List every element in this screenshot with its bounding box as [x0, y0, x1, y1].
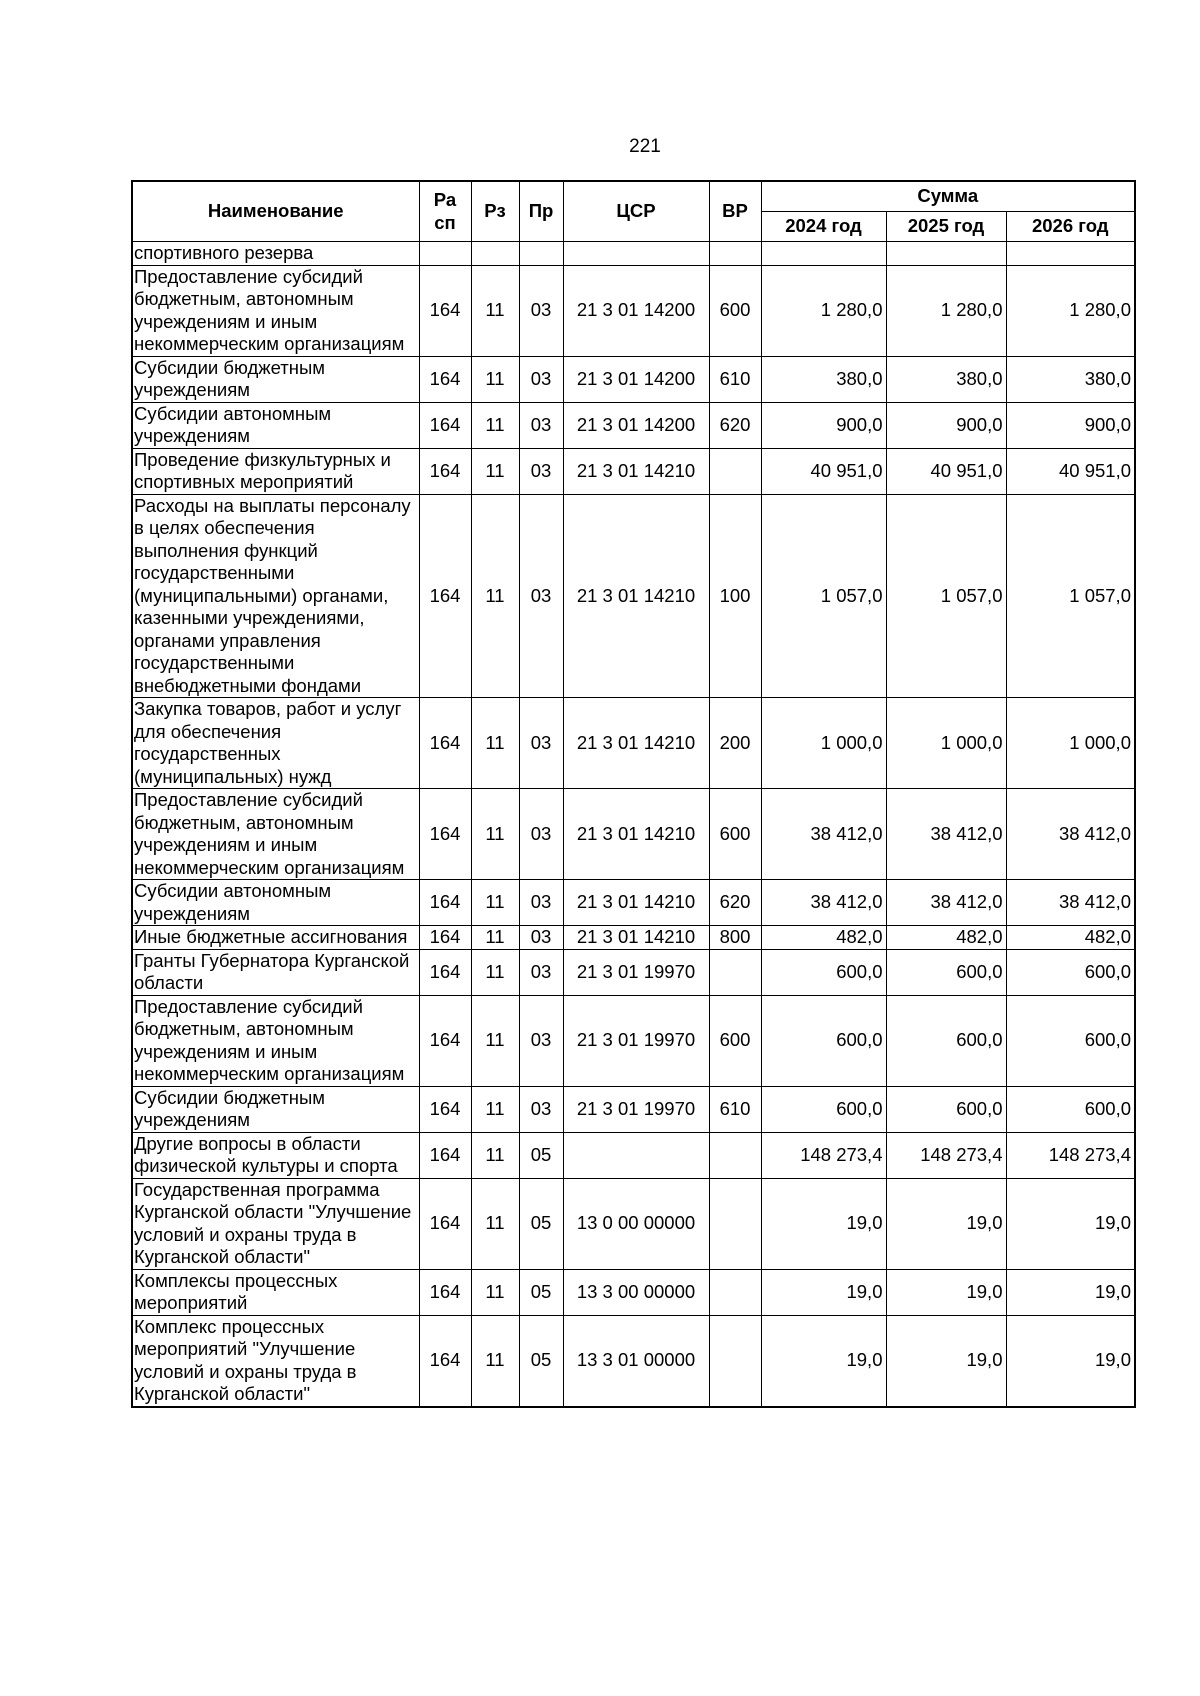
cell-2026: 38 412,0: [1006, 789, 1135, 880]
cell-csr: 21 3 01 14200: [563, 356, 709, 402]
table-row: [132, 1315, 1135, 1407]
cell-vr: [709, 242, 761, 266]
page-number: 221: [629, 136, 661, 157]
cell-rz: 11: [471, 1178, 519, 1269]
header-name: Наименование: [132, 181, 419, 242]
table-row: [132, 1178, 1135, 1269]
cell-name: Предоставление субсидий бюджетным, автономным учреждениям и иным некоммерческим организациям: [132, 789, 419, 880]
cell-2026: 380,0: [1006, 356, 1135, 402]
cell-pr: 03: [519, 1086, 563, 1132]
cell-2025: 600,0: [886, 995, 1006, 1086]
cell-rasp: [419, 242, 471, 266]
cell-name: Иные бюджетные ассигнования: [132, 926, 419, 950]
cell-2024: 38 412,0: [761, 880, 886, 926]
cell-2026: 40 951,0: [1006, 448, 1135, 494]
cell-2025: 1 280,0: [886, 265, 1006, 356]
table-row: [132, 265, 1135, 356]
cell-rasp: 164: [419, 402, 471, 448]
cell-2024: 600,0: [761, 949, 886, 995]
cell-2026: 600,0: [1006, 949, 1135, 995]
cell-2024: 38 412,0: [761, 789, 886, 880]
cell-name: Предоставление субсидий бюджетным, автономным учреждениям и иным некоммерческим организациям: [132, 995, 419, 1086]
table-row: [132, 1132, 1135, 1178]
cell-csr: [563, 1132, 709, 1178]
cell-csr: 21 3 01 14210: [563, 789, 709, 880]
cell-rz: 11: [471, 880, 519, 926]
cell-2024: 380,0: [761, 356, 886, 402]
cell-rz: 11: [471, 1315, 519, 1407]
cell-2025: 1 057,0: [886, 494, 1006, 698]
cell-rasp: 164: [419, 1315, 471, 1407]
cell-pr: 03: [519, 494, 563, 698]
cell-vr: 620: [709, 880, 761, 926]
cell-rasp: 164: [419, 789, 471, 880]
cell-pr: 03: [519, 356, 563, 402]
cell-2025: 900,0: [886, 402, 1006, 448]
cell-2024: 19,0: [761, 1269, 886, 1315]
cell-vr: [709, 1269, 761, 1315]
cell-vr: 200: [709, 698, 761, 789]
cell-2024: 1 280,0: [761, 265, 886, 356]
table-row: [132, 494, 1135, 698]
cell-2026: 1 280,0: [1006, 265, 1135, 356]
cell-2026: 148 273,4: [1006, 1132, 1135, 1178]
cell-csr: 13 3 00 00000: [563, 1269, 709, 1315]
header-rasp-bottom: сп: [434, 211, 456, 233]
cell-vr: [709, 1178, 761, 1269]
cell-vr: 600: [709, 789, 761, 880]
cell-rz: 11: [471, 448, 519, 494]
cell-2025: 19,0: [886, 1269, 1006, 1315]
cell-rz: 11: [471, 494, 519, 698]
cell-name: Субсидии автономным учреждениям: [132, 402, 419, 448]
cell-pr: 05: [519, 1132, 563, 1178]
header-2026: 2026 год: [1006, 212, 1135, 242]
cell-2025: 40 951,0: [886, 448, 1006, 494]
cell-name: Гранты Губернатора Курганской области: [132, 949, 419, 995]
header-summa: Сумма: [761, 181, 1135, 212]
cell-rasp: 164: [419, 1132, 471, 1178]
cell-name: Проведение физкультурных и спортивных мероприятий: [132, 448, 419, 494]
header-pr: Пр: [519, 181, 563, 242]
cell-pr: 05: [519, 1269, 563, 1315]
header-rasp: [419, 181, 471, 242]
cell-name: Предоставление субсидий бюджетным, автономным учреждениям и иным некоммерческим организациям: [132, 265, 419, 356]
cell-name: Закупка товаров, работ и услуг для обеспечения государственных (муниципальных) нужд: [132, 698, 419, 789]
cell-pr: 03: [519, 698, 563, 789]
cell-2024: [761, 242, 886, 266]
table-row: [132, 698, 1135, 789]
header-rz: Рз: [471, 181, 519, 242]
cell-pr: [519, 242, 563, 266]
cell-pr: 03: [519, 995, 563, 1086]
cell-rz: 11: [471, 265, 519, 356]
cell-name: Комплексы процессных мероприятий: [132, 1269, 419, 1315]
cell-2025: 19,0: [886, 1178, 1006, 1269]
cell-2025: 482,0: [886, 926, 1006, 950]
budget-table: [131, 180, 1136, 1408]
table-row: [132, 1269, 1135, 1315]
cell-name: Субсидии бюджетным учреждениям: [132, 1086, 419, 1132]
cell-2025: 148 273,4: [886, 1132, 1006, 1178]
cell-2024: 600,0: [761, 1086, 886, 1132]
cell-rasp: 164: [419, 1086, 471, 1132]
cell-rasp: 164: [419, 949, 471, 995]
cell-2024: 19,0: [761, 1315, 886, 1407]
cell-2024: 40 951,0: [761, 448, 886, 494]
cell-csr: [563, 242, 709, 266]
cell-2025: [886, 242, 1006, 266]
cell-csr: 21 3 01 14210: [563, 880, 709, 926]
table-row: [132, 356, 1135, 402]
table-header: [132, 181, 1135, 242]
cell-rasp: 164: [419, 494, 471, 698]
cell-name: Субсидии автономным учреждениям: [132, 880, 419, 926]
cell-rasp: 164: [419, 698, 471, 789]
cell-2024: 482,0: [761, 926, 886, 950]
table-row: [132, 242, 1135, 266]
cell-csr: 21 3 01 14210: [563, 494, 709, 698]
cell-name: Государственная программа Курганской области "Улучшение условий и охраны труда в Курганской области": [132, 1178, 419, 1269]
cell-name: Субсидии бюджетным учреждениям: [132, 356, 419, 402]
cell-vr: [709, 1315, 761, 1407]
cell-pr: 03: [519, 789, 563, 880]
cell-csr: 21 3 01 19970: [563, 949, 709, 995]
cell-rasp: 164: [419, 448, 471, 494]
cell-vr: 610: [709, 1086, 761, 1132]
cell-pr: 03: [519, 926, 563, 950]
cell-2025: 19,0: [886, 1315, 1006, 1407]
cell-vr: 610: [709, 356, 761, 402]
cell-pr: 05: [519, 1178, 563, 1269]
cell-rasp: 164: [419, 995, 471, 1086]
header-2025: 2025 год: [886, 212, 1006, 242]
cell-pr: 03: [519, 448, 563, 494]
cell-csr: 21 3 01 14210: [563, 698, 709, 789]
table-row: [132, 926, 1135, 950]
table-row: [132, 402, 1135, 448]
cell-rz: 11: [471, 1086, 519, 1132]
cell-vr: 600: [709, 265, 761, 356]
cell-rz: 11: [471, 995, 519, 1086]
cell-pr: 03: [519, 949, 563, 995]
table-row: [132, 995, 1135, 1086]
cell-vr: [709, 448, 761, 494]
cell-pr: 03: [519, 402, 563, 448]
cell-csr: 21 3 01 14210: [563, 448, 709, 494]
cell-2026: 19,0: [1006, 1269, 1135, 1315]
cell-2026: 600,0: [1006, 995, 1135, 1086]
cell-csr: 13 0 00 00000: [563, 1178, 709, 1269]
cell-csr: 21 3 01 14200: [563, 402, 709, 448]
cell-name: спортивного резерва: [132, 242, 419, 266]
cell-2026: 1 000,0: [1006, 698, 1135, 789]
cell-rasp: 164: [419, 1178, 471, 1269]
cell-rz: [471, 242, 519, 266]
table-row: [132, 1086, 1135, 1132]
cell-2024: 600,0: [761, 995, 886, 1086]
cell-2026: 1 057,0: [1006, 494, 1135, 698]
cell-csr: 13 3 01 00000: [563, 1315, 709, 1407]
cell-vr: 620: [709, 402, 761, 448]
cell-vr: [709, 949, 761, 995]
cell-2025: 380,0: [886, 356, 1006, 402]
cell-vr: 100: [709, 494, 761, 698]
cell-2025: 1 000,0: [886, 698, 1006, 789]
table-row: [132, 949, 1135, 995]
cell-rasp: 164: [419, 926, 471, 950]
header-vr: ВР: [709, 181, 761, 242]
cell-csr: 21 3 01 14200: [563, 265, 709, 356]
table-row: [132, 880, 1135, 926]
header-2024: 2024 год: [761, 212, 886, 242]
header-csr: ЦСР: [563, 181, 709, 242]
cell-2024: 148 273,4: [761, 1132, 886, 1178]
cell-rasp: 164: [419, 880, 471, 926]
cell-rasp: 164: [419, 265, 471, 356]
cell-rz: 11: [471, 1132, 519, 1178]
cell-csr: 21 3 01 19970: [563, 995, 709, 1086]
header-rasp-top: Ра: [433, 189, 457, 210]
cell-vr: 600: [709, 995, 761, 1086]
cell-2024: 1 057,0: [761, 494, 886, 698]
cell-rz: 11: [471, 949, 519, 995]
cell-2026: 600,0: [1006, 1086, 1135, 1132]
cell-2024: 19,0: [761, 1178, 886, 1269]
table-row: [132, 448, 1135, 494]
cell-rasp: 164: [419, 1269, 471, 1315]
cell-2026: 19,0: [1006, 1315, 1135, 1407]
cell-csr: 21 3 01 19970: [563, 1086, 709, 1132]
cell-2026: 38 412,0: [1006, 880, 1135, 926]
cell-name: Другие вопросы в области физической культуры и спорта: [132, 1132, 419, 1178]
cell-2025: 600,0: [886, 1086, 1006, 1132]
cell-rz: 11: [471, 356, 519, 402]
cell-2024: 900,0: [761, 402, 886, 448]
cell-pr: 05: [519, 1315, 563, 1407]
cell-vr: [709, 1132, 761, 1178]
cell-2026: 900,0: [1006, 402, 1135, 448]
cell-rasp: 164: [419, 356, 471, 402]
cell-2024: 1 000,0: [761, 698, 886, 789]
cell-2025: 600,0: [886, 949, 1006, 995]
cell-2025: 38 412,0: [886, 880, 1006, 926]
cell-name: Комплекс процессных мероприятий "Улучшение условий и охраны труда в Курганской области": [132, 1315, 419, 1407]
cell-rz: 11: [471, 698, 519, 789]
cell-vr: 800: [709, 926, 761, 950]
cell-rz: 11: [471, 1269, 519, 1315]
cell-rz: 11: [471, 926, 519, 950]
cell-pr: 03: [519, 265, 563, 356]
cell-csr: 21 3 01 14210: [563, 926, 709, 950]
cell-rz: 11: [471, 402, 519, 448]
cell-2026: 19,0: [1006, 1178, 1135, 1269]
cell-2026: 482,0: [1006, 926, 1135, 950]
table-body: [132, 242, 1135, 1407]
cell-name: Расходы на выплаты персоналу в целях обеспечения выполнения функций государственными (муниципальными) органами, казенными учреждениями, органами управления государственными внебюджетными фондами: [132, 494, 419, 698]
table-row: [132, 789, 1135, 880]
cell-pr: 03: [519, 880, 563, 926]
cell-rz: 11: [471, 789, 519, 880]
cell-2026: [1006, 242, 1135, 266]
cell-2025: 38 412,0: [886, 789, 1006, 880]
